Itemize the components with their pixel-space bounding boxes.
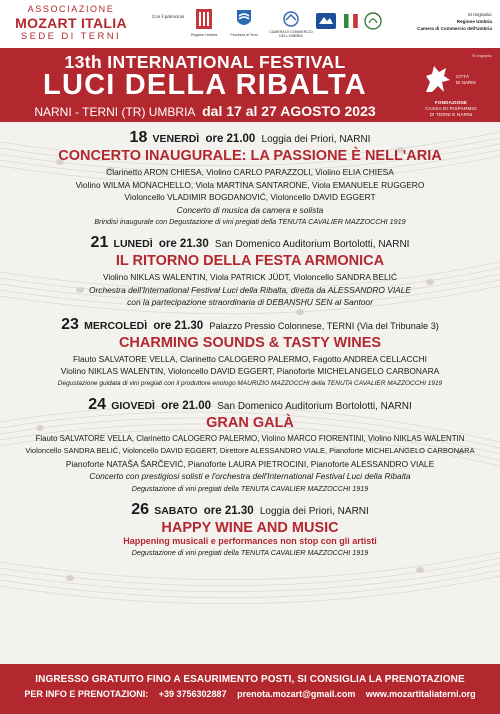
- griffin-icon: [420, 62, 454, 96]
- event-performers: Pianoforte NATAŠA ŠARČEVIĆ, Pianoforte LAURA PIETROCINI, Pianoforte ALESSANDRO VIALE: [65, 458, 435, 469]
- event-place: Loggia dei Priori, NARNI: [261, 134, 371, 145]
- event-title: GRAN GALÀ: [206, 414, 294, 431]
- event-place: Palazzo Pressio Colonnese, TERNI (Via del Tribunale 3): [209, 320, 439, 331]
- festival-place: NARNI - TERNI (TR) UMBRIA: [34, 105, 195, 119]
- event-note: Degustazione di vini pregiati della TENUTA CAVALIER MAZZOCCHI 1919: [131, 547, 369, 557]
- event-performers: Violino WILMA MONACHELLO, Viola MARTINA SANTARONE, Viola EMANUELE RUGGERO: [75, 179, 425, 190]
- circle-logo: [362, 10, 384, 34]
- festival-edition: 13th INTERNATIONAL FESTIVAL: [64, 52, 346, 72]
- patronage-label: Con il patrocinio: [152, 14, 185, 19]
- citta-line: DI NARNI: [456, 79, 476, 85]
- logo-label: Provincia di Terni: [230, 32, 258, 37]
- event-place: San Domenico Auditorium Bortolotti, NARNI: [214, 239, 410, 250]
- header: [0, 0, 500, 48]
- event-day: 26: [131, 500, 149, 518]
- event-performers: Violoncello SANDRA BELIĆ, Violoncello DAVID EGGERT, Direttore ALESSANDRO VIALE, Pianoforte MICHELANGELO CARBONARA: [25, 446, 475, 455]
- event-performers: Flauto SALVATORE VELLA, Clarinetto CALOGERO PALERMO, Fagotto ANDREA CELLACCHI: [73, 353, 427, 364]
- event-performers: Flauto SALVATORE VELLA, Clarinetto CALOGERO PALERMO, Violino MARCO FIORENTINI, Violino NIKLAS WALENTIN: [35, 433, 465, 443]
- contact-email[interactable]: prenota.mozart@gmail.com: [237, 689, 356, 699]
- event-time: ore 21.30: [158, 238, 209, 250]
- blue-badge-icon: [315, 10, 337, 32]
- event-place: Loggia dei Priori, NARNI: [259, 505, 369, 517]
- citta-line: CITTÀ: [456, 74, 469, 79]
- contact-line: [0, 689, 500, 699]
- events-list: [0, 122, 500, 566]
- thanks-item: Regione Umbria: [456, 18, 492, 24]
- title-band: [0, 48, 500, 122]
- regione-crest-icon: [195, 8, 213, 30]
- assoc-line-1: ASSOCIAZIONE: [27, 4, 115, 14]
- event-26: [0, 502, 500, 558]
- event-performers: Clarinetto ARON CHIESA, Violino CARLO PARAZZOLI, Violino ELIA CHIESA: [106, 167, 394, 177]
- event-header: [0, 235, 500, 252]
- event-place: San Domenico Auditorium Bortolotti, NARNI: [217, 400, 412, 412]
- event-header: [0, 397, 500, 414]
- sponsor-thanks: Si ringrazia:: [471, 54, 492, 58]
- event-day: 21: [90, 234, 109, 251]
- flag-logo: [342, 10, 360, 34]
- festival-name: LUCI DELLA RIBALTA: [43, 69, 367, 101]
- event-day: 23: [61, 315, 79, 333]
- logo-label: CAMERA DI COMMERCIO DELL'UMBRIA: [269, 29, 313, 38]
- event-18: [0, 130, 500, 227]
- thanks-item: Camera di Commercio dell'Umbria: [417, 25, 492, 31]
- event-header: [0, 317, 500, 334]
- assoc-line-2: MOZART ITALIA: [15, 15, 127, 31]
- festival-place-dates: [10, 103, 400, 119]
- event-header: [0, 502, 500, 519]
- assoc-line-3: SEDE DI TERNI: [20, 31, 122, 42]
- logo-label: Regione Umbria: [191, 32, 217, 37]
- tricolor-icon: [343, 10, 359, 32]
- event-description: con la partecipazione straordinaria di DEBANSHU SEN al Santoor: [127, 297, 373, 307]
- event-performers: Violino NIKLAS WALENTIN, Violoncello DAVID EGGERT, Pianoforte MICHELANGELO CARBONARA: [60, 366, 440, 376]
- free-entry-notice: INGRESSO GRATUITO FINO A ESAURIMENTO POSTI, SI CONSIGLIA LA PRENOTAZIONE: [35, 674, 465, 685]
- chamber-icon: [283, 11, 299, 27]
- event-weekday: VENERDÌ: [152, 133, 200, 145]
- event-subtitle: Happening musicali e performances non stop con gli artisti: [123, 535, 377, 546]
- thanks-title: Si ringrazia:: [467, 12, 492, 17]
- event-weekday: SABATO: [154, 504, 198, 517]
- fondazione-line: FONDAZIONE: [434, 100, 468, 105]
- event-logo: [314, 10, 338, 34]
- citta-di-narni: [456, 74, 476, 86]
- event-title: CHARMING SOUNDS & TASTY WINES: [118, 334, 382, 351]
- contact-label: PER INFO E PRENOTAZIONI:: [24, 689, 149, 699]
- green-circle-icon: [363, 10, 383, 32]
- event-21: [0, 235, 500, 309]
- event-time: ore 21.30: [203, 504, 254, 517]
- event-header: [0, 130, 500, 147]
- provincia-crest-icon: [235, 8, 253, 30]
- event-title: CONCERTO INAUGURALE: LA PASSIONE È NELL'ARIA: [58, 148, 442, 164]
- fondazione-logo: [408, 100, 494, 118]
- event-description: Concerto di musica da camera e solista: [176, 204, 324, 215]
- event-weekday: MERCOLEDÌ: [84, 319, 148, 332]
- event-title: IL RITORNO DELLA FESTA ARMONICA: [115, 253, 385, 269]
- event-day: 18: [129, 129, 148, 146]
- program-section: [0, 122, 500, 664]
- event-23: [0, 317, 500, 389]
- contact-phone[interactable]: +39 3756302887: [158, 689, 227, 699]
- event-note: Degustazione di vini pregiati della TENUTA CAVALIER MAZZOCCHI 1919: [131, 483, 369, 493]
- event-description: Concerto con prestigiosi solisti e l'orchestra dell'International Festival Luci della Ribalta: [89, 471, 411, 481]
- festival-dates: dal 17 al 27 AGOSTO 2023: [202, 103, 376, 119]
- provincia-terni-logo: [224, 8, 264, 38]
- fondazione-line: CASSA DI RISPARMIO: [425, 105, 477, 111]
- contact-website[interactable]: www.mozartitaliaterni.org: [365, 689, 476, 699]
- footer: [0, 664, 500, 714]
- event-time: ore 21.30: [153, 319, 204, 332]
- event-time: ore 21.00: [161, 399, 212, 412]
- event-weekday: LUNEDÌ: [113, 238, 153, 250]
- event-day: 24: [88, 395, 106, 413]
- thanks-box: [402, 12, 492, 33]
- event-description: Orchestra dell'International Festival Luci della Ribalta, diretta da ALESSANDRO VIALE: [88, 284, 412, 295]
- event-title: HAPPY WINE AND MUSIC: [161, 519, 339, 536]
- association-logo: [8, 5, 134, 42]
- event-performers: Violino NIKLAS WALENTIN, Viola PATRICK JÜDT, Violoncello SANDRA BELIĆ: [102, 272, 397, 282]
- event-performers: Violoncello VLADIMIR BOGDANOVIĆ, Violoncello DAVID EGGERT: [124, 192, 376, 202]
- event-note: Degustazione guidata di vini pregiati con il produttore enologo MAURIZIO MAZZOCCHI della TENUTA CAVALIER MAZZOCCHI 1919: [57, 379, 443, 387]
- fondazione-line: DI TERNI E NARNI: [429, 111, 473, 117]
- event-note: Brindisi inaugurale con Degustazione di vini pregiati della TENUTA CAVALIER MAZZOCCHI 1919: [94, 217, 406, 226]
- camera-commercio-logo: [268, 11, 314, 39]
- regione-umbria-logo: [184, 8, 224, 38]
- event-weekday: GIOVEDÌ: [111, 399, 155, 412]
- event-time: ore 21.00: [205, 133, 256, 145]
- event-24: [0, 397, 500, 494]
